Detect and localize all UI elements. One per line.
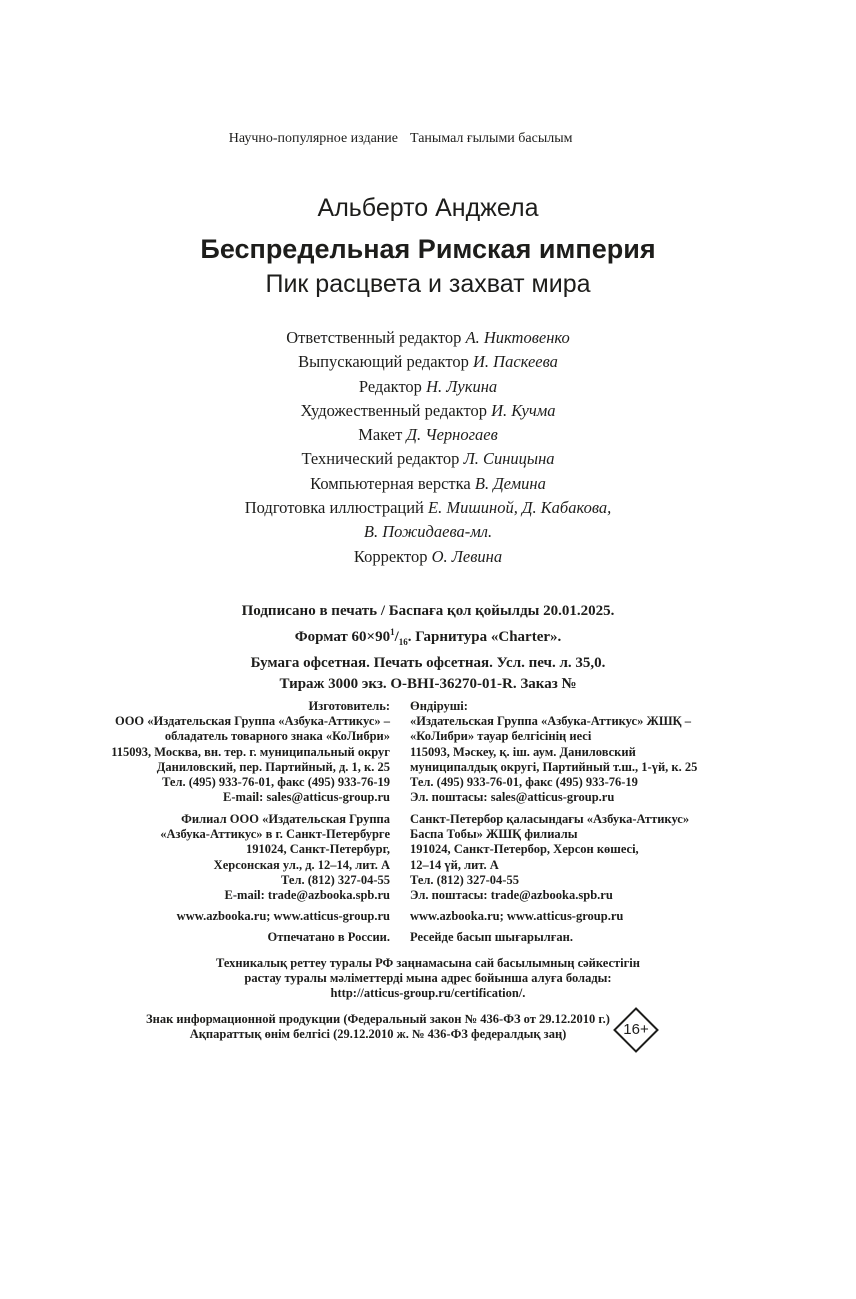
certification-url: http://atticus-group.ru/certification/. <box>330 986 526 1001</box>
credit-role: Ответственный редактор <box>286 328 462 347</box>
credit-line-continued <box>0 520 856 544</box>
credit-line <box>0 375 856 399</box>
manufacturer-ru-line: Изготовитель: <box>308 699 390 713</box>
manufacturer-kz-line: «КоЛибри» тауар белгісінің иесі <box>410 729 592 744</box>
branch-kz-line: 12–14 үй, лит. А <box>410 857 499 872</box>
manufacturer-kz-line: «Издательская Группа «Азбука-Аттикус» ЖШҚ – <box>410 714 691 729</box>
branch-kz-line: Тел. (812) 327-04-55 <box>410 872 519 887</box>
credit-role: Компьютерная верстка <box>310 473 471 493</box>
credit-name: Л. Синицына <box>463 449 555 469</box>
print-signed-line: Подписано в печать / Баспаға қол қойылды 20.01.2025. <box>241 603 615 619</box>
branch-ru-line: Тел. (812) 327-04-55 <box>281 872 390 887</box>
branch-kz <box>410 812 830 903</box>
manufacturer-kz-line: Тел. (495) 933-76-01, факс (495) 933-76-19 <box>410 775 638 790</box>
certification-line: Техникалық реттеу туралы РФ заңнамасына сай басылымның сәйкестігін <box>216 956 640 970</box>
print-format-line <box>0 622 856 653</box>
format-prefix: Формат 60×90 <box>294 629 391 645</box>
credit-role: Подготовка иллюстраций <box>244 498 424 518</box>
branch-kz-line: 191024, Санкт-Петербор, Херсон көшесі, <box>410 842 639 857</box>
credit-name: О. Левина <box>431 546 503 566</box>
format-suffix: . Гарнитура «Charter». <box>407 629 562 645</box>
manufacturer-ru-line: E-mail: sales@atticus-group.ru <box>223 790 390 805</box>
credit-line <box>0 496 856 520</box>
printed-in-kz: Ресейде басып шығарылған. <box>410 930 573 944</box>
credits-list <box>0 326 856 569</box>
credit-line <box>0 326 856 350</box>
manufacturer-ru-line: обладатель товарного знака «КоЛибри» <box>164 729 390 744</box>
branch-ru-line: Херсонская ул., д. 12–14, лит. А <box>213 857 390 872</box>
websites-kz: www.azbooka.ru; www.atticus-group.ru <box>410 909 624 923</box>
branch-kz-line: Баспа Тобы» ЖШҚ филиалы <box>410 827 578 842</box>
credit-name: В. Демина <box>474 473 546 493</box>
credit-name: Е. Мишиной, Д. Кабакова, <box>428 498 612 518</box>
manufacturer-kz-line: муниципалдық округі, Партийный т.ш., 1-үй, к. 25 <box>410 759 698 774</box>
branch-ru-line: 191024, Санкт-Петербург, <box>245 842 390 857</box>
credit-role: Макет <box>358 425 403 445</box>
format-denominator: 16 <box>398 637 408 647</box>
branch-ru <box>0 812 390 903</box>
info-sign-line: Ақпараттық өнім белгісі (29.12.2010 ж. № 436-ФЗ федералдық заң) <box>189 1027 567 1042</box>
age-rating-text: 16+ <box>623 1021 649 1038</box>
websites-ru: www.azbooka.ru; www.atticus-group.ru <box>176 909 390 923</box>
manufacturer-kz-line: Эл. поштасы: sales@atticus-group.ru <box>410 790 615 805</box>
credit-line <box>0 399 856 423</box>
manufacturer-ru-line: Даниловский, пер. Партийный, д. 1, к. 25 <box>156 759 390 774</box>
credit-line <box>0 447 856 471</box>
series-label-ru: Научно-популярное издание <box>228 131 398 146</box>
credit-name: А. Никтовенко <box>465 328 570 347</box>
credit-name: И. Паскеева <box>472 352 558 372</box>
credit-name: Н. Лукина <box>426 376 498 396</box>
manufacturer-ru <box>0 699 390 805</box>
credit-role: Технический редактор <box>301 449 460 469</box>
manufacturer-kz-line: 115093, Мәскеу, қ. іш. аум. Даниловский <box>410 744 636 759</box>
book-title: Беспредельная Римская империя <box>200 234 656 264</box>
info-sign-line: Знак информационной продукции (Федеральный закон № 436-ФЗ от 29.12.2010 г.) <box>146 1012 610 1026</box>
book-author: Альберто Анджела <box>317 194 539 222</box>
credit-name: И. Кучма <box>491 400 556 420</box>
branch-kz-line: Санкт-Петербор қаласындағы «Азбука-Аттикус» <box>410 812 690 826</box>
manufacturer-kz <box>410 699 830 805</box>
book-subtitle: Пик расцвета и захват мира <box>265 270 591 298</box>
printed-in-ru: Отпечатано в России. <box>267 930 390 944</box>
certification-line: растау туралы мәліметтерді мына адрес бойынша алуға болады: <box>244 971 612 986</box>
branch-kz-line: Эл. поштасы: trade@azbooka.spb.ru <box>410 888 613 903</box>
format-slash: / <box>394 629 399 645</box>
print-info <box>0 601 856 695</box>
branch-ru-line: E-mail: trade@azbooka.spb.ru <box>224 888 390 903</box>
credit-role: Художественный редактор <box>300 400 487 420</box>
credit-name: Д. Черногаев <box>406 425 498 445</box>
credit-name: В. Пожидаева-мл. <box>363 522 493 542</box>
credit-line <box>0 423 856 447</box>
credit-role: Редактор <box>358 376 422 396</box>
credit-role: Корректор <box>353 546 428 566</box>
certification-note <box>0 956 856 1002</box>
manufacturer-kz-line: Өндіруші: <box>410 699 468 713</box>
format-numerator: 1 <box>390 627 395 637</box>
credit-line <box>0 472 856 496</box>
series-label-kz: Танымал ғылыми басылым <box>410 131 573 146</box>
manufacturer-ru-line: ООО «Издательская Группа «Азбука-Аттикус» – <box>114 714 390 729</box>
print-paper-line: Бумага офсетная. Печать офсетная. Усл. печ. л. 35,0. <box>250 655 606 671</box>
credit-role: Выпускающий редактор <box>298 352 469 372</box>
manufacturer-ru-line: 115093, Москва, вн. тер. г. муниципальный округ <box>111 744 390 759</box>
age-rating-badge <box>613 1007 659 1053</box>
credit-line <box>0 350 856 374</box>
branch-ru-line: «Азбука-Аттикус» в г. Санкт-Петербурге <box>160 827 390 842</box>
branch-ru-line: Филиал ООО «Издательская Группа <box>181 812 390 826</box>
credit-line <box>0 545 856 569</box>
manufacturer-ru-line: Тел. (495) 933-76-01, факс (495) 933-76-19 <box>162 775 390 790</box>
print-run-line: Тираж 3000 экз. O-BHI-36270-01-R. Заказ № <box>279 676 577 692</box>
